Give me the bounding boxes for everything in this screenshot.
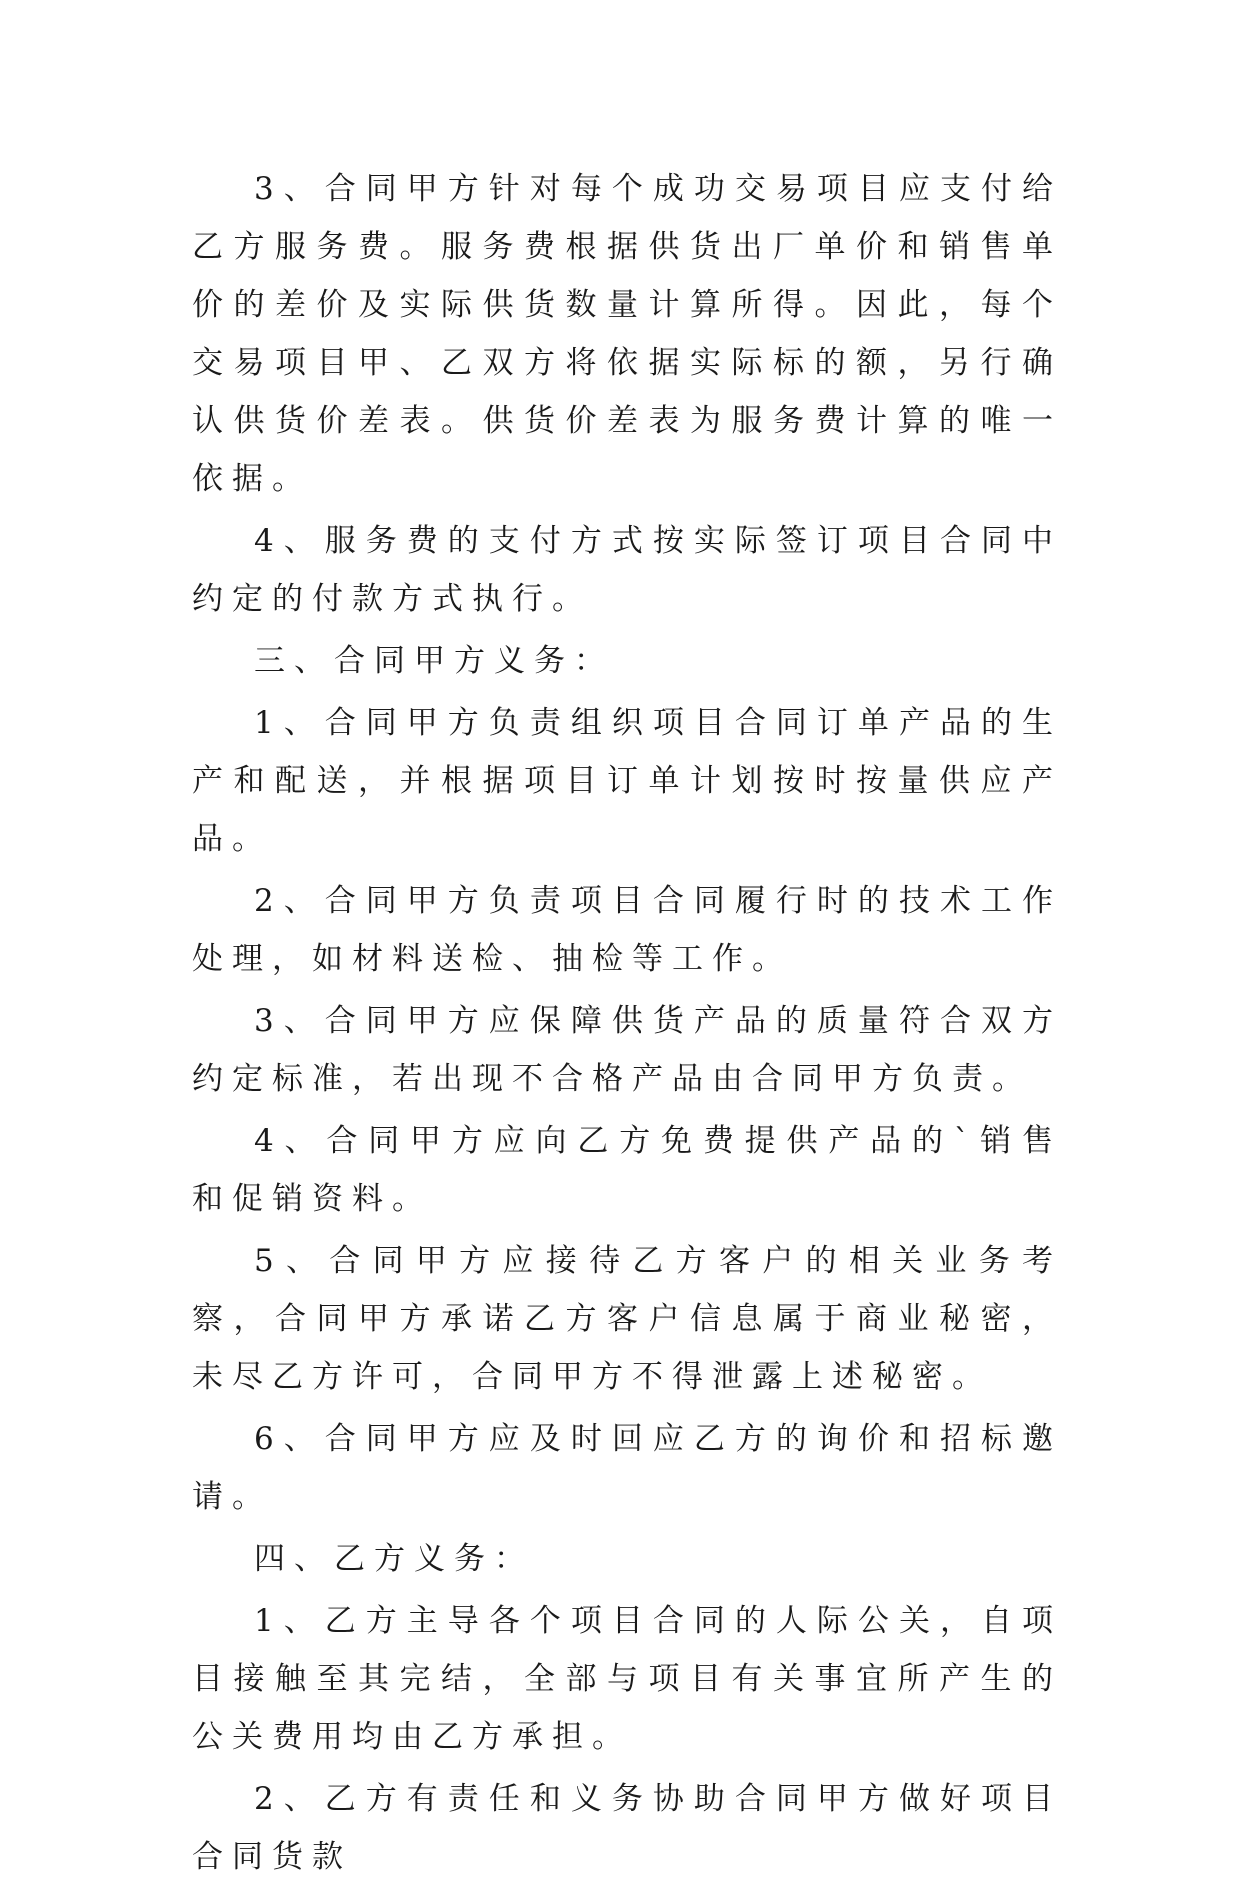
paragraph-party-a-quality: 3、合同甲方应保障供货产品的质量符合双方约定标准，若出现不合格产品由合同甲方负责。 (192, 1003, 1062, 1097)
paragraph-party-a-confidentiality: 5、合同甲方应接待乙方客户的相关业务考察，合同甲方承诺乙方客户信息属于商业秘密，未尽乙方许可，合同甲方不得泄露上述秘密。 (192, 1243, 1062, 1395)
paragraph-service-fee-payment: 3、合同甲方针对每个成功交易项目应支付给乙方服务费。服务费根据供货出厂单价和销售单价的差价及实际供货数量计算所得。因此，每个交易项目甲、乙双方将依据实际标的额，另行确认供货价差表。供货价差表为服务费计算的唯一依据。 (192, 171, 1062, 497)
paragraph-party-b-payment-assist: 2、乙方有责任和义务协助合同甲方做好项目合同货款 (192, 1781, 1062, 1875)
paragraph-party-a-materials: 4、合同甲方应向乙方免费提供产品的`销售和促销资料。 (192, 1123, 1062, 1217)
paragraph-party-a-response: 6、合同甲方应及时回应乙方的询价和招标邀请。 (192, 1421, 1062, 1515)
section-heading-party-b-obligations: 四、乙方义务： (254, 1541, 534, 1577)
paragraph-party-a-technical: 2、合同甲方负责项目合同履行时的技术工作处理，如材料送检、抽检等工作。 (192, 883, 1062, 977)
paragraph-service-fee-method: 4、服务费的支付方式按实际签订项目合同中约定的付款方式执行。 (192, 523, 1062, 617)
section-heading-party-a-obligations: 三、合同甲方义务： (254, 643, 614, 679)
paragraph-party-a-production: 1、合同甲方负责组织项目合同订单产品的生产和配送，并根据项目订单计划按时按量供应产品。 (192, 705, 1062, 857)
paragraph-party-b-relations: 1、乙方主导各个项目合同的人际公关，自项目接触至其完结，全部与项目有关事宜所产生的公关费用均由乙方承担。 (192, 1603, 1062, 1755)
document-body (192, 160, 1062, 1890)
